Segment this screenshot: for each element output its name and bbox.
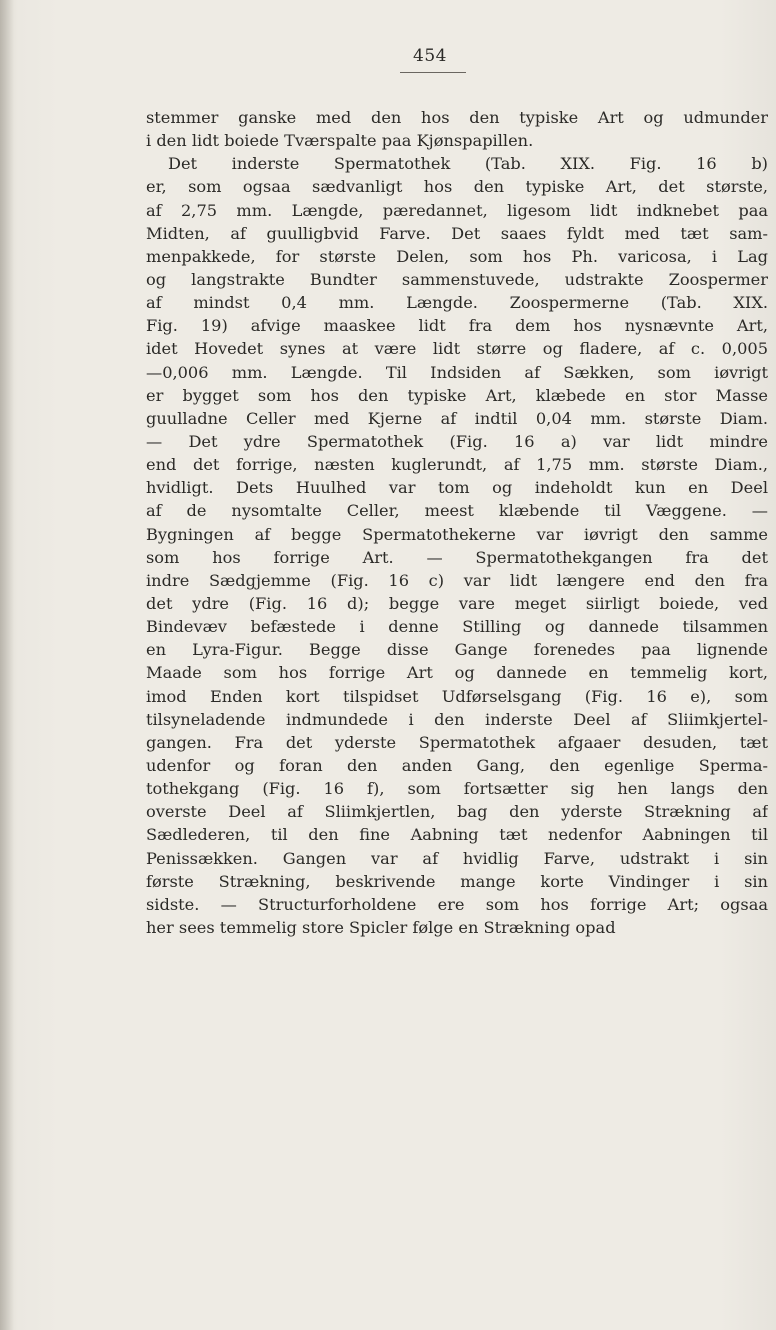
text-line: af de nysomtalte Celler, meest klæbende til Væggene. —	[146, 501, 768, 521]
text-line: Sædlederen, til den fine Aabning tæt nedenfor Aabningen til	[146, 825, 768, 845]
page-number-underline	[400, 72, 466, 73]
text-line: Fig. 19) afvige maaskee lidt fra dem hos nysnævnte Art,	[146, 316, 768, 336]
text-line: Midten, af guulligbvid Farve. Det saaes fyldt med tæt sam-	[146, 223, 768, 243]
text-line: og langstrakte Bundter sammenstuvede, udstrakte Zoospermer	[146, 269, 768, 289]
text-line: tothekgang (Fig. 16 f), som fortsætter sig hen langs den	[146, 779, 768, 799]
text-line: —0,006 mm. Længde. Til Indsiden af Sækken, som iøvrigt	[146, 362, 768, 382]
text-line: tilsyneladende indmundede i den inderste Deel af Sliimkjertel-	[146, 709, 768, 729]
text-line: af mindst 0,4 mm. Længde. Zoospermerne (Tab. XIX.	[146, 293, 768, 313]
text-line: menpakkede, for største Delen, som hos Ph. varicosa, i Lag	[146, 246, 768, 266]
text-line: Maade som hos forrige Art og dannede en temmelig kort,	[146, 663, 768, 683]
text-line: idet Hovedet synes at være lidt større og fladere, af c. 0,005	[146, 339, 768, 359]
text-line: Bindevæv befæstede i denne Stilling og dannede tilsammen	[146, 617, 768, 637]
text-line: indre Sædgjemme (Fig. 16 c) var lidt længere end den fra	[146, 570, 768, 590]
text-line: er bygget som hos den typiske Art, klæbede en stor Masse	[146, 385, 768, 405]
text-line: guulladne Celler med Kjerne af indtil 0,04 mm. største Diam.	[146, 408, 768, 428]
page-number: 454	[413, 46, 447, 66]
text-line: gangen. Fra det yderste Spermatothek afgaaer desuden, tæt	[146, 732, 768, 752]
text-line: sidste. — Structurforholdene ere som hos forrige Art; ogsaa	[146, 894, 768, 914]
text-line: Det inderste Spermatothek (Tab. XIX. Fig. 16 b)	[168, 154, 768, 174]
text-line: hvidligt. Dets Huulhed var tom og indeholdt kun en Deel	[146, 478, 768, 498]
text-line: her sees temmelig store Spicler følge en Strækning opad	[146, 917, 616, 937]
text-line: udenfor og foran den anden Gang, den egenlige Sperma-	[146, 755, 768, 775]
text-line: overste Deel af Sliimkjertlen, bag den yderste Strækning af	[146, 802, 768, 822]
text-line: en Lyra-Figur. Begge disse Gange forenedes paa lignende	[146, 640, 768, 660]
text-line: — Det ydre Spermatothek (Fig. 16 a) var lidt mindre	[146, 431, 768, 451]
text-line: end det forrige, næsten kuglerundt, af 1,75 mm. største Diam.,	[146, 455, 768, 475]
text-line: er, som ogsaa sædvanligt hos den typiske Art, det største,	[146, 177, 768, 197]
text-line: første Strækning, beskrivende mange korte Vindinger i sin	[146, 871, 768, 891]
text-line: i den lidt boiede Tværspalte paa Kjønspapillen.	[146, 131, 534, 151]
text-line: stemmer ganske med den hos den typiske Art og udmunder	[146, 108, 768, 127]
body-text	[146, 106, 768, 939]
text-line: imod Enden kort tilspidset Udførselsgang (Fig. 16 e), som	[146, 686, 768, 706]
binding-shadow	[0, 0, 14, 1330]
text-line: af 2,75 mm. Længde, pæredannet, ligesom lidt indknebet paa	[146, 200, 768, 220]
text-line: Penissækken. Gangen var af hvidlig Farve, udstrakt i sin	[146, 848, 768, 868]
text-line: som hos forrige Art. — Spermatothekgangen fra det	[146, 547, 768, 567]
text-line: Bygningen af begge Spermatothekerne var iøvrigt den samme	[146, 524, 768, 544]
text-line: det ydre (Fig. 16 d); begge vare meget siirligt boiede, ved	[146, 593, 768, 613]
